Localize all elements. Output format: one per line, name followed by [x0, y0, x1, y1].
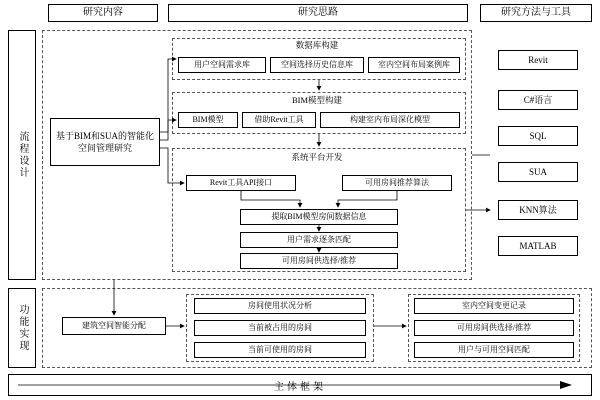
database-item-0: 用户空间需求库 [178, 57, 266, 73]
bim-model-item-2: 构建室内布局深化模型 [320, 112, 460, 128]
bim-model-section-title: BIM模型构建 [291, 95, 343, 106]
system-platform-section-title: 系统平台开发 [291, 152, 343, 163]
system-platform-algorithm-box: 可用房间推荐算法 [342, 175, 452, 191]
tool-item-3: SUA [498, 162, 578, 182]
system-platform-step-2: 可用房间供选择/推荐 [240, 253, 398, 269]
tool-item-2: SQL [498, 126, 578, 146]
function-middle-item-1: 当前被占用的房间 [194, 320, 366, 336]
tool-item-5: MATLAB [498, 236, 578, 256]
tool-item-1: C#语言 [498, 90, 578, 110]
header-research-methods: 研究方法与工具 [480, 4, 592, 22]
left-label-function-implementation-text: 功能实现 [17, 304, 28, 352]
function-middle-item-2: 当前可使用的房间 [194, 342, 366, 358]
left-label-process-design-text: 流程设计 [17, 131, 28, 179]
tool-item-4: KNN算法 [498, 200, 578, 220]
function-right-item-1: 可用房间供选择/推荐 [414, 320, 574, 336]
header-research-approach: 研究思路 [168, 4, 468, 22]
bim-model-item-1: 借助Revit工具 [242, 112, 316, 128]
tool-item-0: Revit [498, 50, 578, 70]
function-right-item-2: 用户与可用空间匹配 [414, 342, 574, 358]
function-left-box: 建筑空间智能分配 [62, 317, 166, 335]
left-label-process-design [8, 30, 36, 280]
system-platform-step-1: 用户需求逐条匹配 [240, 232, 398, 248]
system-platform-api-box: Revit工具API接口 [186, 175, 296, 191]
database-item-1: 空间选择历史信息库 [270, 57, 364, 73]
system-platform-step-0: 提取BIM模型房间数据信息 [240, 209, 398, 225]
core-research-title: 基于BIM和SUA的智能化空间管理研究 [50, 118, 160, 166]
footer-label: 主体框架 [274, 381, 326, 393]
bim-model-item-0: BIM模型 [178, 112, 238, 128]
footer-band [8, 374, 592, 396]
header-research-content: 研究内容 [48, 4, 158, 22]
database-section-title: 数据库构建 [295, 40, 339, 51]
database-item-2: 室内空间布局案例库 [368, 57, 460, 73]
left-label-function-implementation [8, 288, 36, 368]
function-right-item-0: 室内空间变更记录 [414, 298, 574, 314]
function-middle-item-0: 房间使用状况分析 [194, 298, 366, 314]
